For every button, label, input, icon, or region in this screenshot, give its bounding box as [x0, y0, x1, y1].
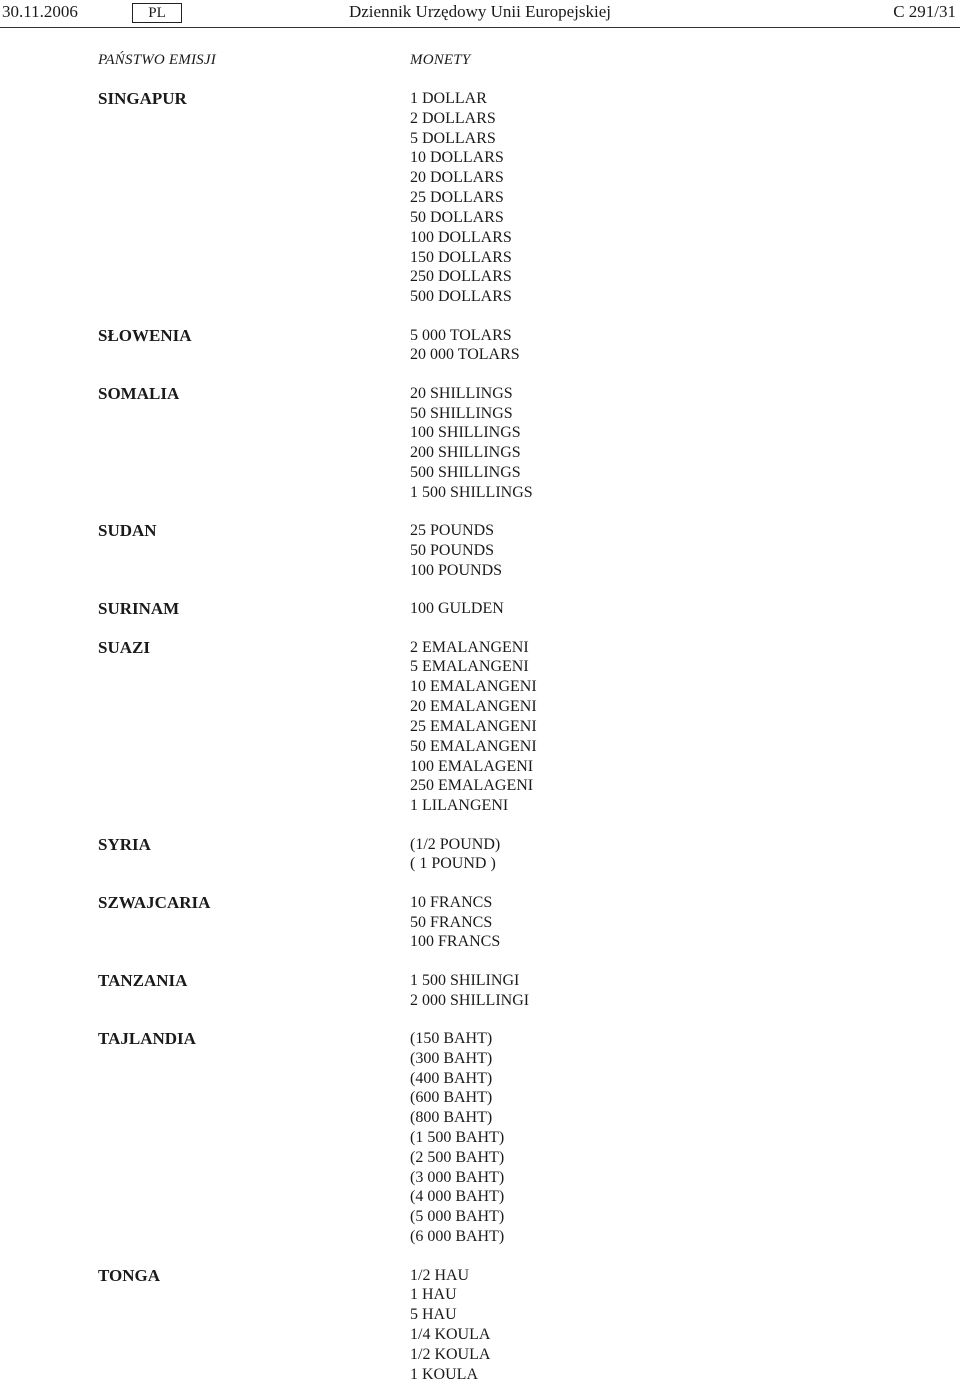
coin-denomination: 10 DOLLARS — [410, 148, 512, 168]
coin-denomination: 100 FRANCS — [410, 932, 500, 952]
coin-list — [410, 326, 520, 366]
coin-denomination: 20 SHILLINGS — [410, 384, 533, 404]
publication-date: 30.11.2006 — [2, 2, 78, 22]
coin-denomination: (400 BAHT) — [410, 1069, 504, 1089]
issuer-column-heading: PAŃSTWO EMISJI — [98, 52, 216, 69]
coin-denomination: 100 DOLLARS — [410, 228, 512, 248]
coin-denomination: 1 LILANGENI — [410, 796, 537, 816]
coin-denomination: 1 HAU — [410, 1285, 490, 1305]
coin-list — [410, 1029, 504, 1247]
coin-list — [410, 835, 500, 875]
country-name: TANZANIA — [98, 971, 187, 991]
coin-denomination: 250 DOLLARS — [410, 267, 512, 287]
coin-denomination: 1 500 SHILLINGS — [410, 483, 533, 503]
coin-denomination: 250 EMALAGENI — [410, 776, 537, 796]
coin-denomination: 2 000 SHILLINGI — [410, 991, 529, 1011]
coin-denomination: (6 000 BAHT) — [410, 1227, 504, 1247]
coin-denomination: 1 DOLLAR — [410, 89, 512, 109]
country-name: SZWAJCARIA — [98, 893, 210, 913]
header-divider — [0, 27, 960, 28]
country-name: SYRIA — [98, 835, 151, 855]
coin-denomination: 20 DOLLARS — [410, 168, 512, 188]
coin-denomination: 5 DOLLARS — [410, 129, 512, 149]
coin-denomination: ( 1 POUND ) — [410, 854, 500, 874]
coin-denomination: 2 DOLLARS — [410, 109, 512, 129]
coin-denomination: 5 EMALANGENI — [410, 657, 537, 677]
coin-denomination: 1/2 KOULA — [410, 1345, 490, 1365]
country-name: TAJLANDIA — [98, 1029, 196, 1049]
page-header — [0, 0, 960, 26]
coin-denomination: 200 SHILLINGS — [410, 443, 533, 463]
country-name: SOMALIA — [98, 384, 179, 404]
coin-denomination: (3 000 BAHT) — [410, 1168, 504, 1188]
coin-denomination: 2 EMALANGENI — [410, 638, 537, 658]
coin-list — [410, 638, 537, 816]
coin-list — [410, 971, 529, 1011]
coin-denomination: (2 500 BAHT) — [410, 1148, 504, 1168]
coin-list — [410, 893, 500, 952]
coin-denomination: 1 500 SHILINGI — [410, 971, 529, 991]
country-name: SINGAPUR — [98, 89, 187, 109]
coin-denomination: (4 000 BAHT) — [410, 1187, 504, 1207]
coin-denomination: 100 SHILLINGS — [410, 423, 533, 443]
coins-column-heading: MONETY — [410, 52, 470, 69]
language-badge: PL — [132, 3, 182, 23]
coin-denomination: 50 SHILLINGS — [410, 404, 533, 424]
coin-denomination: 50 EMALANGENI — [410, 737, 537, 757]
coin-denomination: 10 EMALANGENI — [410, 677, 537, 697]
coin-list — [410, 384, 533, 503]
coin-denomination: 50 DOLLARS — [410, 208, 512, 228]
coin-denomination: 100 EMALAGENI — [410, 757, 537, 777]
coin-denomination: 20 EMALANGENI — [410, 697, 537, 717]
coin-list — [410, 521, 502, 580]
country-name: TONGA — [98, 1266, 160, 1286]
coin-denomination: 500 SHILLINGS — [410, 463, 533, 483]
coin-denomination: 25 POUNDS — [410, 521, 502, 541]
coin-denomination: 1/4 KOULA — [410, 1325, 490, 1345]
coin-list — [410, 1266, 490, 1384]
coin-denomination: (800 BAHT) — [410, 1108, 504, 1128]
coin-denomination: 1/2 HAU — [410, 1266, 490, 1286]
page-reference: C 291/31 — [893, 2, 956, 22]
coin-denomination: 5 000 TOLARS — [410, 326, 520, 346]
coin-denomination: (5 000 BAHT) — [410, 1207, 504, 1227]
coin-denomination: 20 000 TOLARS — [410, 345, 520, 365]
country-name: SŁOWENIA — [98, 326, 192, 346]
coin-denomination: 50 FRANCS — [410, 913, 500, 933]
coin-denomination: 10 FRANCS — [410, 893, 500, 913]
coin-denomination: 25 DOLLARS — [410, 188, 512, 208]
coin-denomination: 150 DOLLARS — [410, 248, 512, 268]
country-name: SURINAM — [98, 599, 179, 619]
journal-title: Dziennik Urzędowy Unii Europejskiej — [0, 2, 960, 22]
coin-denomination: 500 DOLLARS — [410, 287, 512, 307]
country-name: SUAZI — [98, 638, 150, 658]
coin-denomination: (150 BAHT) — [410, 1029, 504, 1049]
coin-denomination: (1 500 BAHT) — [410, 1128, 504, 1148]
coin-denomination: 25 EMALANGENI — [410, 717, 537, 737]
coin-denomination: (1/2 POUND) — [410, 835, 500, 855]
coin-denomination: 50 POUNDS — [410, 541, 502, 561]
coin-denomination: (300 BAHT) — [410, 1049, 504, 1069]
coin-denomination: 1 KOULA — [410, 1365, 490, 1384]
country-name: SUDAN — [98, 521, 157, 541]
coin-denomination: 5 HAU — [410, 1305, 490, 1325]
coin-denomination: 100 POUNDS — [410, 561, 502, 581]
coin-denomination: (600 BAHT) — [410, 1088, 504, 1108]
coin-list — [410, 89, 512, 307]
coin-denomination: 100 GULDEN — [410, 599, 504, 619]
coin-list — [410, 599, 504, 619]
